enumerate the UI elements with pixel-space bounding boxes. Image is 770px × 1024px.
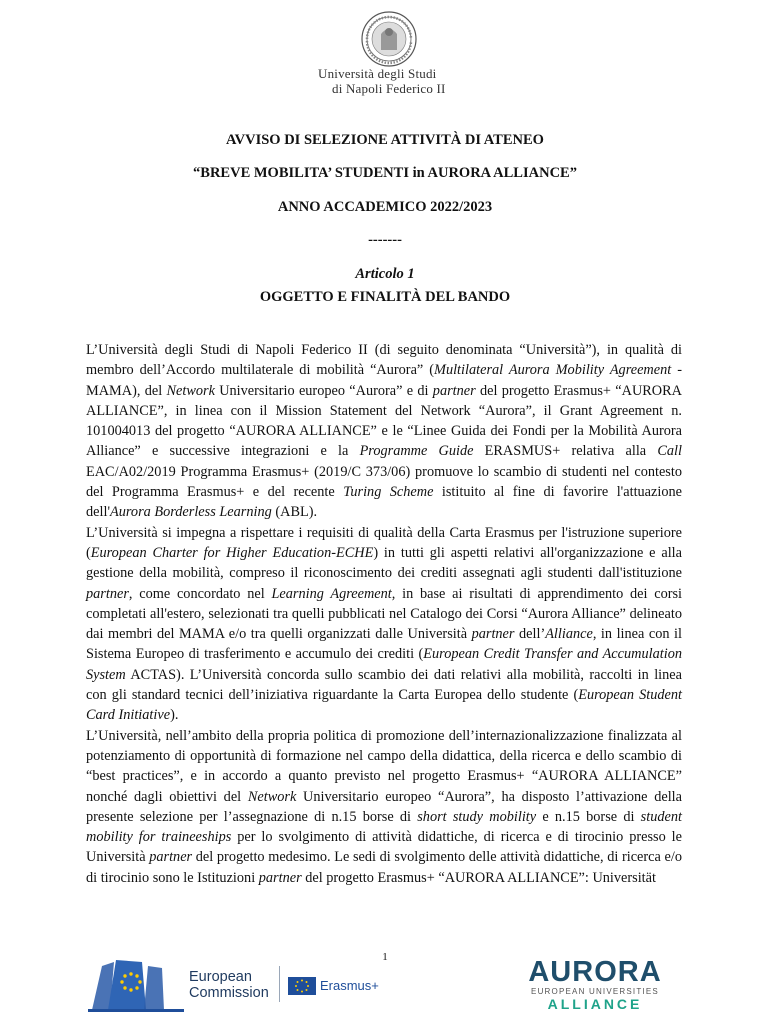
european-commission-logo-icon xyxy=(88,956,184,1016)
italic-run: partner xyxy=(432,382,476,399)
italic-run: partner xyxy=(471,626,515,643)
text-run: in base ai risultati di apprendimento dei corsi completati all'estero, selezionati tra quelli pubblicati nel Catalogo dei Corsi “Aurora Alliance” delineato dai membri del MAMA e/o tra quelli organizzati dalle Università xyxy=(86,585,683,643)
text-run: del progetto medesimo. Le sedi di svolgimento delle attività didattiche, di ricerca e/o di tirocinio sono le Istituzioni xyxy=(86,849,682,886)
eu-flag-icon xyxy=(288,977,316,995)
text-run: L’Università, nell’ambito della propria politica di promozione dell’internazionalizzazione finalizzata al potenziamento di opportunità di formazione nel campo della didattica, della ricerca e dello scambio di “best practices”, e in accordo a quanto previsto nel progetto Erasmus+ “AURORA ALLIANCE” nonché dagli obiettivi del xyxy=(86,727,682,805)
text-run: , in linea con il Sistema Europeo di trasferimento e accumulo dei crediti ( xyxy=(86,626,682,663)
italic-run: European Student Card Initiative xyxy=(86,687,683,724)
text-run: L’Università degli Studi di Napoli Federico II (di seguito denominata “Università”), in qualità di membro dell’Accordo multilaterale di mobilità “Aurora” ( xyxy=(86,342,682,379)
text-run: - MAMA), del xyxy=(86,362,682,399)
italic-run: Aurora Borderless Learning xyxy=(110,504,272,521)
italic-run: Programme Guide xyxy=(359,443,474,460)
university-name-line2: di Napoli Federico II xyxy=(332,81,446,96)
italic-run: Learning Agreement, xyxy=(271,585,396,602)
notice-heading: AVVISO DI SELEZIONE ATTIVITÀ DI ATENEO xyxy=(226,132,544,148)
italic-run: Turing Scheme xyxy=(343,484,434,501)
text-run: (ABL). xyxy=(271,504,318,521)
text-run: del progetto Erasmus+ “AURORA ALLIANCE”: Universität xyxy=(301,869,656,886)
italic-run: European Charter for Higher Education-ECHE xyxy=(90,544,374,561)
italic-run: Network xyxy=(247,788,297,805)
text-run: EAC/A02/2019 Programma Erasmus+ (2019/C 373/06) promuove lo scambio di studenti nel contesto del Programma Erasmus+ e del recente xyxy=(86,463,682,501)
text-run: Universitario europeo “Aurora”, ha disposto l’attivazione della presente selezione per l’assegnazione di n.15 borse di xyxy=(86,788,682,825)
ec-line2: Commission xyxy=(189,985,269,1001)
aurora-alliance: ALLIANCE xyxy=(547,996,643,1012)
paragraph xyxy=(86,726,682,888)
italic-run: Call xyxy=(657,443,682,460)
paragraph xyxy=(86,340,682,523)
article-number: Articolo 1 xyxy=(355,266,415,282)
italic-run: European Credit Transfer and Accumulation System xyxy=(86,646,682,683)
italic-run: partner xyxy=(149,849,193,866)
erasmus-plus-label: Erasmus+ xyxy=(320,978,379,993)
article-title: OGGETTO E FINALITÀ DEL BANDO xyxy=(259,289,511,305)
university-seal-icon xyxy=(360,10,418,68)
italic-run: student mobility for traineeships xyxy=(86,808,682,846)
footer-divider xyxy=(279,966,280,1002)
european-commission-label xyxy=(189,969,269,1001)
text-run: L’Università si impegna a rispettare i requisiti di qualità della Carta Erasmus per l'istruzione superiore ( xyxy=(86,524,682,561)
text-run: Universitario europeo “Aurora” e di xyxy=(214,382,433,399)
italic-run: Network xyxy=(166,382,215,399)
text-run: del progetto Erasmus+ “AURORA ALLIANCE”, in linea con il Mission Statement del Network “Aurora”, il Grant Agreement n. 101004013 del progetto “AURORA ALLIANCE” e le “Linee Guida dei Fondi per la Mobilità Aurora Alliance” e successive integrazioni e la xyxy=(86,382,682,460)
text-run: ACTAS). L’Università concorda sullo scambio dei dati relativi alla mobilità, raccolti in linea con gli standard tecnici dell’iniziativa riguardante la Carta Europea dello studente ( xyxy=(86,666,682,704)
text-run: ERASMUS+ relativa alla xyxy=(473,443,658,460)
university-logotype xyxy=(318,66,458,96)
separator: ------- xyxy=(368,232,402,248)
italic-run: partner xyxy=(86,585,129,602)
aurora-wordmark: AURORA xyxy=(528,956,662,988)
university-name-line1: Università degli Studi xyxy=(318,66,437,81)
text-run: ). xyxy=(170,707,179,724)
text-run: e n.15 borse di xyxy=(536,808,641,825)
italic-run: short study mobility xyxy=(417,808,537,825)
text-run: , come concordato nel xyxy=(128,585,272,602)
text-run: ) in tutti gli aspetti relativi all'organizzazione e alla gestione della mobilità, compreso il riconoscimento dei crediti assegnati agli studenti dall'istituzione xyxy=(86,544,682,582)
text-run: per lo svolgimento di attività didattiche, di ricerca e di tirocinio presso le Università xyxy=(86,829,682,866)
italic-run: Alliance xyxy=(545,626,593,643)
italic-run: partner xyxy=(258,869,302,886)
article-body xyxy=(86,340,682,888)
aurora-subtitle: EUROPEAN UNIVERSITIES xyxy=(531,987,659,996)
ec-line1: European xyxy=(189,969,252,985)
notice-subheading: “BREVE MOBILITA’ STUDENTI in AURORA ALLIANCE” xyxy=(193,165,577,181)
academic-year: ANNO ACCADEMICO 2022/2023 xyxy=(277,199,493,215)
page-number: 1 xyxy=(382,951,388,963)
paragraph xyxy=(86,523,682,726)
text-run: dell’ xyxy=(514,626,546,643)
italic-run: Multilateral Aurora Mobility Agreement xyxy=(434,362,672,379)
aurora-logo xyxy=(521,957,669,1011)
text-run: istituito al fine di favorire l'attuazione dell' xyxy=(86,484,682,521)
